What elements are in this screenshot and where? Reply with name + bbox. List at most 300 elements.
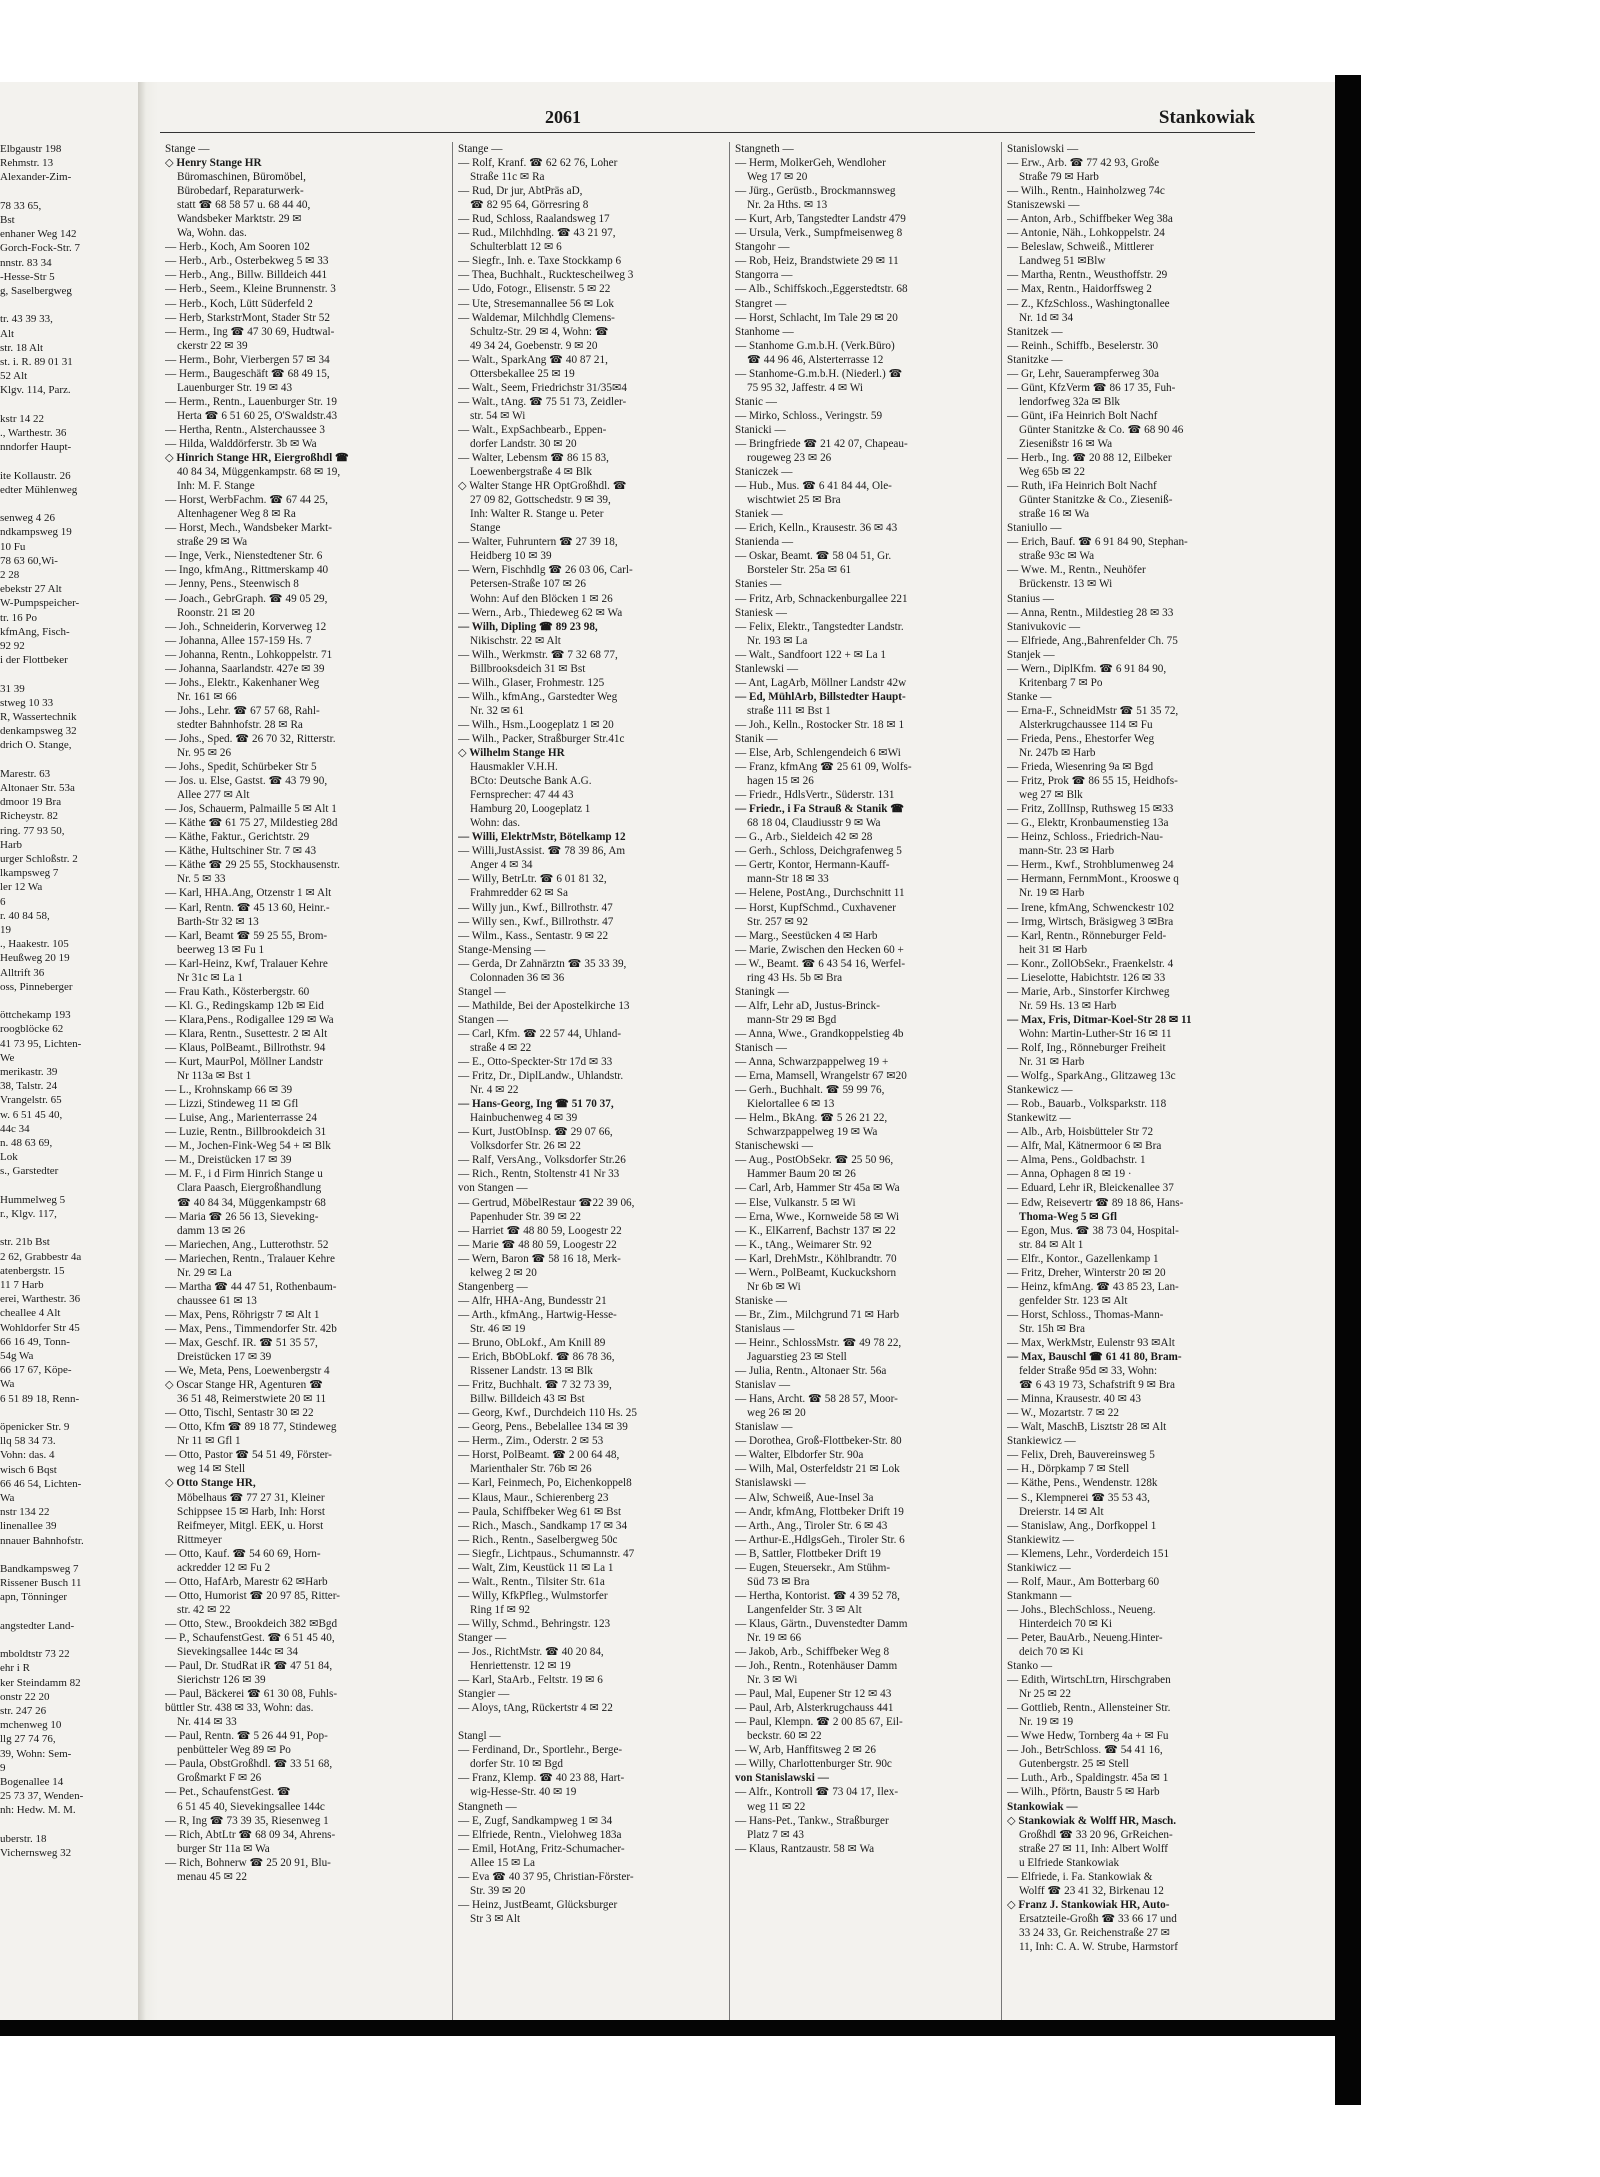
directory-entry-line: chaussee 61 ✉ 13 — [177, 1294, 257, 1307]
left-page-line: ker Steindamm 82 — [0, 1676, 81, 1689]
directory-entry-line: — Walt., Rentn., Tilsiter Str. 61a — [458, 1575, 605, 1588]
directory-entry-line — [458, 1715, 716, 1729]
directory-entry-line: Weg 17 ✉ 20 — [747, 171, 808, 184]
directory-entry-line: — Hub., Mus. ☎ 6 41 84 44, Ole- — [735, 480, 892, 493]
directory-entry-line: — Gertrud, MöbelRestaur ☎22 39 06, — [458, 1196, 635, 1209]
column-rule — [1001, 142, 1002, 2020]
left-page-line: uberstr. 18 — [0, 1832, 47, 1845]
directory-entry-line: Ottersbekallee 25 ✉ 19 — [470, 367, 575, 380]
directory-entry-line: Rissener Landstr. 13 ✉ Blk — [470, 1365, 593, 1378]
directory-entry-line: — Walt., Seem, Friedrichstr 31/35✉4 — [458, 381, 627, 394]
left-page-line: Bogenallee 14 — [0, 1776, 64, 1788]
directory-entry-line: Langenfelder Str. 3 ✉ Alt — [747, 1603, 862, 1616]
directory-entry-line: weg 14 ✉ Stell — [177, 1463, 246, 1476]
left-page-line: 9 — [0, 1761, 6, 1774]
directory-entry-line: Stanitzke — — [1007, 353, 1063, 366]
directory-entry-line: — P., SchaufenstGest. ☎ 6 51 45 40, — [165, 1631, 335, 1644]
left-page-line: 92 92 — [0, 640, 25, 652]
directory-entry-line: — Heinz, kfmAng. ☎ 43 85 23, Lan- — [1007, 1280, 1179, 1293]
left-page-line: Bandkampsweg 7 — [0, 1563, 79, 1575]
directory-entry-line: — Rob, Heiz, Brandstwiete 29 ✉ 11 — [735, 255, 899, 268]
directory-entry-line: von Stanislawski — — [735, 1772, 829, 1785]
directory-entry-line: — Luzie, Rentn., Billbrookdeich 31 — [165, 1126, 327, 1139]
directory-entry-line: — Max, WerkMstr, Eulenstr 93 ✉Alt — [1007, 1336, 1175, 1349]
directory-entry-line: ◇ Walter Stange HR OptGroßhdl. ☎ — [458, 480, 627, 493]
directory-entry-line: — Walt, MaschB, Lisztstr 28 ✉ Alt — [1007, 1421, 1167, 1434]
directory-entry-line: — Johs., Spedit, Schürbeker Str 5 — [165, 761, 317, 774]
directory-entry-line: — Otto, Stew., Brookdeich 382 ✉Bgd — [165, 1617, 338, 1630]
directory-entry-line: menau 45 ✉ 22 — [177, 1870, 247, 1883]
column-rule — [452, 142, 453, 2020]
directory-entry-line: mann-Str. 23 ✉ Harb — [1019, 845, 1115, 858]
directory-entry-line: straße 111 ✉ Bst 1 — [747, 704, 831, 717]
directory-entry-line: Platz 7 ✉ 43 — [747, 1828, 804, 1841]
directory-entry-line: — Stanhome-G.m.b.H. (Niederl.) ☎ — [735, 367, 903, 380]
directory-entry-line: Jaguarstieg 23 ✉ Stell — [747, 1351, 847, 1364]
left-page-line: Vrangelstr. 65 — [0, 1094, 62, 1107]
left-page-line: str. 21b Bst — [0, 1236, 50, 1249]
directory-entry-line: — H., Dörpkamp 7 ✉ Stell — [1007, 1463, 1130, 1476]
directory-entry-line: — Mariechen, Ang., Lutterothstr. 52 — [165, 1238, 329, 1251]
directory-entry-line: — Klara,Pens., Rodigallee 129 ✉ Wa — [165, 1013, 334, 1026]
directory-entry-line: — Eduard, Lehr iR, Bleickenallee 37 — [1007, 1182, 1174, 1195]
directory-entry-line: straße 93c ✉ Wa — [1019, 550, 1095, 563]
left-page-line: Harb — [0, 838, 22, 851]
directory-entry-line: — Gerh., Schloss, Deichgrafenweg 5 — [735, 845, 902, 858]
directory-entry-line: 75 95 32, Jaffestr. 4 ✉ Wi — [747, 381, 864, 394]
directory-entry-line: ☎ 40 84 34, Müggenkampstr 68 — [177, 1196, 326, 1209]
directory-entry-line: Dreierstr. 14 ✉ Alt — [1019, 1505, 1104, 1518]
directory-entry-line: Stankewitz — — [1007, 1112, 1071, 1125]
directory-entry-line: — Johanna, Rentn., Lohkoppelstr. 71 — [165, 648, 333, 661]
directory-page — [0, 82, 1335, 2020]
left-page-line: ler 12 Wa — [0, 881, 43, 894]
directory-entry-line: Stanivukovic — — [1007, 620, 1081, 633]
directory-entry-line: Stangorra — — [735, 269, 793, 282]
directory-entry-line: Wohn: das. — [470, 817, 521, 830]
directory-entry-line: — Käthe, Faktur., Gerichtstr. 29 — [165, 831, 310, 844]
directory-entry-line: — Herb, StarkstrMont, Stader Str 52 — [165, 311, 330, 324]
scan-border-right — [1335, 75, 1361, 2105]
directory-entry-line: mann-Str 29 ✉ Bgd — [747, 1013, 837, 1026]
directory-entry-line: — Rud., Milchhdlng. ☎ 43 21 97, — [458, 227, 616, 240]
directory-entry-line: — Franz, kfmAng ☎ 25 61 09, Wolfs- — [735, 761, 912, 774]
directory-entry-line: — Kurt, Arb, Tangstedter Landstr 479 — [735, 213, 906, 226]
directory-entry-line: — Alma, Pens., Goldbachstr. 1 — [1007, 1154, 1146, 1167]
directory-entry-line: Dreistücken 17 ✉ 39 — [177, 1351, 272, 1364]
directory-entry-line: — W., Mozartstr. 7 ✉ 22 — [1007, 1407, 1119, 1420]
left-page-line: i der Flottbeker — [0, 654, 68, 667]
directory-entry-line: Nr. 3 ✉ Wi — [747, 1674, 798, 1687]
directory-entry-line: — Felix, Dreh, Bauvereinsweg 5 — [1007, 1449, 1155, 1462]
directory-entry-line: Thoma-Weg 5 ✉ Gfl — [1019, 1210, 1117, 1223]
directory-entry-line: — Walt., ExpSachbearb., Eppen- — [458, 423, 607, 436]
directory-entry-line: — Wilh., Packer, Straßburger Str.41c — [458, 732, 625, 745]
directory-entry-line: — Rolf, Ing., Rönneburger Freiheit — [1007, 1042, 1166, 1054]
directory-entry-line: Stanienda — — [735, 536, 794, 549]
directory-entry-line: — Karl-Heinz, Kwf, Tralauer Kehre — [165, 957, 328, 970]
directory-entry-line: 68 18 04, Claudiusstr 9 ✉ Wa — [747, 817, 881, 830]
directory-entry-line: beckstr. 60 ✉ 22 — [747, 1730, 822, 1743]
directory-entry-line: — Rud, Schloss, Raalandsweg 17 — [458, 213, 610, 226]
directory-entry-line: Nr. 59 Hs. 13 ✉ Harb — [1019, 999, 1117, 1012]
directory-entry-line: Henriettenstr. 12 ✉ 19 — [470, 1660, 571, 1673]
directory-entry-line: 36 51 48, Reimerstwiete 20 ✉ 11 — [177, 1393, 327, 1406]
directory-entry-line: — Willy, Charlottenburger Str. 90c — [735, 1758, 892, 1771]
left-page-line: ebekstr 27 Alt — [0, 583, 62, 596]
left-page-line: cheallee 4 Alt — [0, 1307, 61, 1320]
directory-entry-line: — Herm., Kwf., Strohblumenweg 24 — [1007, 859, 1174, 872]
directory-entry-line: Stanitzek — — [1007, 325, 1063, 338]
directory-entry-line: 11, Inh: C. A. W. Strube, Harmstorf — [1019, 1941, 1178, 1953]
directory-entry-line: Nr 25 ✉ 22 — [1019, 1688, 1071, 1701]
left-page-line: kfmAng, Fisch- — [0, 625, 70, 638]
directory-entry-line: ckerstr 22 ✉ 39 — [177, 339, 248, 352]
left-page-line: Wohldorfer Str 45 — [0, 1321, 80, 1334]
directory-entry-line: — Heinz, Schloss., Friedrich-Nau- — [1007, 831, 1163, 844]
directory-entry-line: ☎ 82 95 64, Görresring 8 — [470, 199, 589, 212]
left-page-line: 31 39 — [0, 682, 25, 695]
directory-entry-line: Stangret — — [735, 297, 787, 310]
directory-entry-line: Altenhagener Weg 8 ✉ Ra — [177, 508, 296, 521]
directory-entry-line: — Friedr., i Fa Strauß & Stanik ☎ — [735, 803, 905, 816]
directory-entry-line: — M., Jochen-Fink-Weg 54 + ✉ Blk — [165, 1140, 331, 1153]
directory-entry-line: — Eugen, Steuersekr., Am Stühm- — [735, 1561, 891, 1574]
directory-entry-line: Colonnaden 36 ✉ 36 — [470, 971, 565, 984]
directory-entry-line: — Herb., Ing. ☎ 20 88 12, Eilbeker — [1007, 452, 1172, 465]
left-page-line: r. 40 84 58, — [0, 909, 50, 922]
directory-entry-line: Sierichstr 126 ✉ 39 — [177, 1674, 266, 1687]
directory-entry-line: — Horst, Schloss., Thomas-Mann- — [1007, 1308, 1164, 1321]
directory-entry-line: — Alb., Arb, Hoisbütteler Str 72 — [1007, 1126, 1154, 1139]
directory-entry-line: — Herm., Rentn., Lauenburger Str. 19 — [165, 395, 337, 408]
directory-entry-line: — Wilh., Hsm.,Loogeplatz 1 ✉ 20 — [458, 718, 614, 731]
directory-entry-line: 33 24 33, Gr. Reichenstraße 27 ✉ — [1019, 1926, 1171, 1939]
directory-entry-line: — Günt, iFa Heinrich Bolt Nachf — [1007, 409, 1158, 422]
directory-entry-line: — Hertha, Rentn., Alsterchaussee 3 — [165, 423, 326, 436]
directory-entry-line: Stange — — [165, 143, 210, 155]
directory-entry-line: — Johs., Lehr. ☎ 67 57 68, Rahl- — [165, 704, 320, 717]
directory-entry-line: Landweg 51 ✉Blw — [1019, 255, 1106, 268]
directory-entry-line: Großhdl ☎ 33 20 96, GrReichen- — [1019, 1828, 1173, 1841]
left-page-line: Lok — [0, 1151, 18, 1164]
directory-entry-line: — Rich., Rentn., Saselbergweg 50c — [458, 1533, 618, 1546]
directory-entry-line: Nr. 32 ✉ 61 — [470, 704, 525, 717]
directory-entry-line: weg 11 ✉ 22 — [747, 1800, 806, 1813]
left-page-line: erei, Warthestr. 36 — [0, 1293, 81, 1306]
directory-entry-line: — Otto, Humorist ☎ 20 97 85, Ritter- — [165, 1589, 340, 1602]
directory-entry-line: — Emil, HotAng, Fritz-Schumacher- — [458, 1842, 625, 1855]
directory-entry-line: — Jos. u. Else, Gastst. ☎ 43 79 90, — [165, 775, 328, 788]
directory-entry-line: — Günt, KfzVerm ☎ 86 17 35, Fuh- — [1007, 381, 1176, 394]
directory-entry-line: — Stanislaw, Ang., Dorfkoppel 1 — [1007, 1519, 1157, 1532]
directory-entry-line: — Johanna, Saarlandstr. 427e ✉ 39 — [165, 662, 325, 675]
directory-entry-line: Billw. Billdeich 43 ✉ Bst — [470, 1393, 585, 1406]
directory-entry-line: — Fritz, Dr., DiplLandw., Uhlandstr. — [458, 1070, 624, 1083]
directory-entry-line: stedter Bahnhofstr. 28 ✉ Ra — [177, 718, 303, 731]
directory-entry-line: — Eva ☎ 40 37 95, Christian-Förster- — [458, 1870, 634, 1883]
directory-column-1 — [165, 142, 423, 1884]
directory-entry-line: — Fritz, Buchhalt. ☎ 7 32 73 39, — [458, 1379, 612, 1392]
directory-entry-line: — Fritz, ZollInsp, Ruthsweg 15 ✉33 — [1007, 803, 1174, 816]
directory-entry-line: Hamburg 20, Loogeplatz 1 — [470, 803, 591, 816]
left-page-line: Wa — [0, 1492, 15, 1504]
directory-entry-line: — Karl, Feinmech, Po, Eichenkoppel8 — [458, 1477, 632, 1490]
directory-entry-line: — Wilh., Werkmstr. ☎ 7 32 68 77, — [458, 648, 618, 661]
directory-entry-line: — Aug., PostObSekr. ☎ 25 50 96, — [735, 1154, 894, 1167]
directory-entry-line: Roonstr. 21 ✉ 20 — [177, 606, 255, 619]
directory-entry-line: — E., Otto-Speckter-Str 17d ✉ 33 — [458, 1056, 613, 1069]
scan-margin — [0, 0, 1600, 82]
directory-column-4 — [1007, 142, 1265, 1954]
left-page-line: mchenweg 10 — [0, 1719, 62, 1732]
directory-entry-line: Stanislawski — — [735, 1477, 806, 1490]
directory-entry-line: — Gerh., Buchhalt. ☎ 59 99 76, — [735, 1084, 885, 1097]
directory-entry-line: Straße 11c ✉ Ra — [470, 171, 545, 184]
directory-entry-line: — L., Krohnskamp 66 ✉ 39 — [165, 1084, 293, 1097]
directory-entry-line: Stange — [470, 522, 501, 535]
directory-entry-line: Stangel — — [458, 985, 506, 998]
directory-entry-line: — Kurt, MaurPol, Möllner Landstr — [165, 1056, 323, 1069]
directory-entry-line: Stankewicz — — [1007, 1084, 1073, 1097]
directory-entry-line: Allee 15 ✉ La — [470, 1856, 535, 1869]
directory-entry-line: — Siegfr., Lichtpaus., Schumannstr. 47 — [458, 1547, 635, 1560]
directory-entry-line: Loewenbergstraße 4 ✉ Blk — [470, 466, 592, 479]
left-page-line: W-Pumpspeicher- — [0, 597, 80, 610]
directory-entry-line: ☎ 6 43 19 73, Schafstrift 9 ✉ Bra — [1019, 1379, 1175, 1392]
directory-entry-line: — Elfriede, Ang.,Bahrenfelder Ch. 75 — [1007, 634, 1178, 647]
directory-entry-line: — Hertha, Kontorist. ☎ 4 39 52 78, — [735, 1589, 900, 1602]
directory-entry-line: Stanicki — — [735, 423, 786, 436]
left-page-line: atenbergstr. 15 — [0, 1264, 65, 1277]
directory-entry-line: Stanko — — [1007, 1660, 1053, 1673]
directory-entry-line: — Thea, Buchhalt., Rucktescheilweg 3 — [458, 269, 634, 282]
left-page-line: Wa — [0, 1378, 15, 1391]
directory-entry-line: Nr. 5 ✉ 33 — [177, 873, 226, 886]
directory-entry-line: — Paul, Arb, Alsterkrugchauss 441 — [735, 1702, 894, 1715]
directory-entry-line: — Erw., Arb. ☎ 77 42 93, Große — [1007, 157, 1160, 170]
directory-entry-line: — Wolfg., SparkAng., Glitzaweg 13c — [1007, 1070, 1176, 1083]
directory-entry-line: 40 84 34, Müggenkampstr. 68 ✉ 19, — [177, 466, 341, 479]
directory-entry-line: kelweg 2 ✉ 20 — [470, 1266, 537, 1279]
directory-entry-line: penbütteler Weg 89 ✉ Po — [177, 1744, 291, 1757]
left-page-line: str. 18 Alt — [0, 341, 44, 354]
directory-entry-line: — Alw, Schweiß, Aue-Insel 3a — [735, 1491, 874, 1504]
directory-entry-line: burger Str 11a ✉ Wa — [177, 1842, 270, 1855]
directory-entry-line: ◇ Hinrich Stange HR, Eiergroßhdl ☎ — [165, 452, 349, 465]
directory-entry-line: Petersen-Straße 107 ✉ 26 — [470, 578, 586, 591]
directory-entry-line: Staniek — — [735, 508, 783, 521]
left-page-line: Rissener Busch 11 — [0, 1577, 82, 1590]
directory-entry-line: — Rud, Dr jur, AbtPräs aD, — [458, 185, 583, 198]
directory-entry-line: — Hans-Pet., Tankw., Straßburger — [735, 1814, 889, 1827]
directory-entry-line: — Herm., Baugeschäft ☎ 68 49 15, — [165, 367, 330, 380]
left-page-line: 44c 34 — [0, 1122, 30, 1135]
directory-entry-line: — Johs., Elektr., Kakenhaner Weg — [165, 676, 320, 689]
directory-entry-line: Stange-Mensing — — [458, 943, 546, 956]
directory-entry-line: — Max, Geschf. IR. ☎ 51 35 57, — [165, 1336, 318, 1349]
directory-entry-line: — Jos, Schauerm, Palmaille 5 ✉ Alt 1 — [165, 803, 337, 816]
column-rule — [729, 142, 730, 2020]
directory-entry-line: — Wern, Baron ☎ 58 16 18, Merk- — [458, 1252, 621, 1265]
book-gutter — [138, 82, 158, 2020]
left-page-line: R, Wassertechnik — [0, 711, 77, 723]
directory-entry-line: Staniullo — — [1007, 522, 1062, 535]
directory-entry-line: — Jürg., Gerüstb., Brockmannsweg — [735, 185, 896, 198]
directory-entry-line: weg 27 ✉ Blk — [1019, 789, 1083, 802]
directory-entry-line: wig-Hesse-Str. 40 ✉ 19 — [470, 1786, 577, 1799]
left-page-line: Alt — [0, 327, 15, 340]
directory-entry-line: Brückenstr. 13 ✉ Wi — [1019, 578, 1113, 591]
directory-entry-line: — Wilh., Glaser, Frohmestr. 125 — [458, 676, 605, 689]
directory-entry-line: Wohn: Martin-Luther-Str 16 ✉ 11 — [1019, 1027, 1172, 1040]
scan-border-bottom — [0, 2020, 1361, 2036]
directory-entry-line: Nr 11 ✉ Gfl 1 — [177, 1435, 241, 1448]
directory-entry-line: — Peter, BauArb., Neueng.Hinter- — [1007, 1631, 1163, 1644]
directory-entry-line: — Klemens, Lehr., Vorderdeich 151 — [1007, 1547, 1170, 1560]
directory-entry-line: — K., tAng., Weimarer Str. 92 — [735, 1238, 872, 1251]
directory-entry-line: — Paul, Klempn. ☎ 2 00 85 67, Eil- — [735, 1716, 903, 1729]
directory-entry-line: Str. 39 ✉ 20 — [470, 1884, 526, 1897]
directory-entry-line: — Heinr., SchlossMstr. ☎ 49 78 22, — [735, 1336, 902, 1349]
directory-entry-line: Str. 257 ✉ 92 — [747, 915, 808, 928]
directory-entry-line: — Käthe ☎ 29 25 55, Stockhausenstr. — [165, 859, 340, 872]
directory-entry-line: ◇ Oscar Stange HR, Agenturen ☎ — [165, 1379, 324, 1392]
left-page-line: stweg 10 33 — [0, 696, 54, 709]
directory-entry-line: — Erna, Wwe., Kornweide 58 ✉ Wi — [735, 1210, 900, 1223]
directory-entry-line: — Willy sen., Kwf., Billrothstr. 47 — [458, 915, 614, 928]
directory-entry-line: — Paul, Bäckerei ☎ 61 30 08, Fuhls- — [165, 1688, 338, 1701]
directory-entry-line: — Kl. G., Redingskamp 12b ✉ Eid — [165, 999, 324, 1012]
directory-entry-line: — Karl, HHA.Ang, Otzenstr 1 ✉ Alt — [165, 887, 332, 900]
left-page-line: nnauer Bahnhofstr. — [0, 1534, 84, 1547]
directory-entry-line: dorfer Landstr. 30 ✉ 20 — [470, 437, 577, 450]
directory-entry-line: — We, Meta, Pens, Loewenbergstr 4 — [165, 1365, 330, 1378]
left-page-line: denkampsweg 32 — [0, 725, 77, 738]
directory-entry-line: — Arth., kfmAng., Hartwig-Hesse- — [458, 1308, 617, 1321]
directory-entry-line: Nr 31c ✉ La 1 — [177, 971, 243, 984]
left-page-line: ring. 77 93 50, — [0, 824, 65, 837]
directory-entry-line: büttler Str. 438 ✉ 33, Wohn: das. — [165, 1702, 314, 1715]
directory-entry-line: Anger 4 ✉ 34 — [470, 859, 533, 872]
directory-entry-line: damm 13 ✉ 26 — [177, 1224, 246, 1237]
directory-entry-line: — Ed, MühlArb, Billstedter Haupt- — [735, 690, 906, 703]
directory-entry-line: — E, Zugf, Sandkampweg 1 ✉ 34 — [458, 1814, 613, 1827]
directory-entry-line: — Willy, Schmd., Behringstr. 123 — [458, 1617, 611, 1630]
left-page-line: enhaner Weg 142 — [0, 228, 77, 241]
left-page-line: Heußweg 20 19 — [0, 952, 70, 965]
directory-entry-line: Büromaschinen, Büromöbel, — [177, 171, 306, 184]
left-page-line: llq 58 34 73. — [0, 1435, 56, 1448]
directory-entry-line: Stanislowski — — [1007, 143, 1079, 155]
directory-entry-line: — Joach., GebrGraph. ☎ 49 05 29, — [165, 592, 328, 605]
directory-entry-line: — Walt., Sandfoort 122 + ✉ La 1 — [735, 648, 886, 661]
directory-entry-line: Rittmeyer — [177, 1533, 222, 1546]
directory-entry-line: — Ralf, VersAng., Volksdorfer Str.26 — [458, 1154, 626, 1167]
directory-entry-line: — Wilh, Mal, Osterfeldstr 21 ✉ Lok — [735, 1463, 900, 1476]
directory-entry-line: Stanke — — [1007, 690, 1052, 703]
directory-entry-line: Schwarzpappelweg 19 ✉ Wa — [747, 1126, 878, 1139]
directory-entry-line: — Else, Vulkanstr. 5 ✉ Wi — [735, 1196, 856, 1209]
directory-entry-line: — Egon, Mus. ☎ 38 73 04, Hospital- — [1007, 1224, 1179, 1237]
directory-entry-line: — Wilh., Rentn., Hainholzweg 74c — [1007, 185, 1165, 198]
directory-entry-line: Stanislaus — — [735, 1322, 795, 1335]
directory-entry-line: — Dorothea, Groß-Flottbeker-Str. 80 — [735, 1435, 902, 1448]
directory-entry-line: — Erna, Mamsell, Wrangelstr 67 ✉20 — [735, 1070, 907, 1083]
left-page-line: mboldtstr 73 22 — [0, 1648, 70, 1661]
directory-entry-line: Stanjek — — [1007, 648, 1055, 661]
directory-entry-line: Nr. 4 ✉ 22 — [470, 1084, 519, 1097]
directory-entry-line: Stanhome — — [735, 325, 794, 338]
directory-entry-line: — Paula, Schiffbeker Weg 61 ✉ Bst — [458, 1505, 622, 1518]
directory-entry-line: — Wilh., kfmAng., Garstedter Weg — [458, 690, 618, 703]
directory-entry-line: felder Straße 95d ✉ 33, Wohn: — [1019, 1365, 1158, 1378]
directory-entry-line: — Gr, Lehr, Sauerampferweg 30a — [1007, 367, 1159, 380]
directory-entry-line: — Hermann, FernmMont., Krooswe q — [1007, 873, 1179, 886]
directory-entry-line: — Walt., SparkAng ☎ 40 87 21, — [458, 353, 608, 366]
directory-entry-line: — Wwe. M., Rentn., Neuhöfer — [1007, 564, 1146, 577]
directory-entry-line: Schulterblatt 12 ✉ 6 — [470, 241, 562, 254]
left-page-line: Gorch-Fock-Str. 7 — [0, 242, 81, 255]
left-page-line: linenallee 39 — [0, 1520, 57, 1533]
directory-entry-line: Nr. 19 ✉ 19 — [1019, 1716, 1074, 1729]
directory-entry-line: — Jakob, Arb., Schiffbeker Weg 8 — [735, 1646, 890, 1659]
left-page-line: urger Schloßstr. 2 — [0, 853, 78, 865]
left-page-line: nnstr. 83 34 — [0, 256, 52, 269]
directory-entry-line: Stankiwicz — — [1007, 1561, 1071, 1574]
directory-entry-line: Volksdorfer Str. 26 ✉ 22 — [470, 1140, 581, 1153]
left-page-line: kstr 14 22 — [0, 412, 44, 425]
directory-entry-line: ◇ Franz J. Stankowiak HR, Auto- — [1007, 1898, 1170, 1911]
directory-entry-line: — Karl, StaArb., Feltstr. 19 ✉ 6 — [458, 1674, 603, 1687]
directory-entry-line: Stankiewicz — — [1007, 1435, 1076, 1448]
directory-entry-line: — Alfr, HHA-Ang, Bundesstr 21 — [458, 1294, 607, 1307]
directory-entry-line: — Friedr., HdlsVertr., Süderstr. 131 — [735, 789, 895, 802]
directory-entry-line: Wandsbeker Marktstr. 29 ✉ — [177, 213, 302, 226]
directory-entry-line: — Ingo, kfmAng., Rittmerskamp 40 — [165, 564, 329, 577]
directory-entry-line: — Klaus, PolBeamt., Billrothstr. 94 — [165, 1042, 326, 1054]
directory-entry-line: — Carl, Arb, Hammer Str 45a ✉ Wa — [735, 1182, 900, 1195]
left-page-line: drich O. Stange, — [0, 739, 72, 752]
directory-entry-line: Lauenburger Str. 19 ✉ 43 — [177, 381, 293, 394]
directory-entry-line: — Elfriede, i. Fa. Stankowiak & — [1007, 1870, 1153, 1883]
directory-entry-line: Nr. 193 ✉ La — [747, 634, 808, 647]
directory-entry-line: Stanislav — — [735, 1379, 791, 1392]
directory-entry-line: — Mathilde, Bei der Apostelkirche 13 — [458, 999, 630, 1012]
left-page-line: Richeystr. 82 — [0, 810, 59, 823]
running-head: Stankowiak — [1158, 107, 1255, 128]
directory-entry-line: Alsterkrugchaussee 114 ✉ Fu — [1019, 718, 1153, 731]
directory-entry-line: Heidberg 10 ✉ 39 — [470, 550, 552, 563]
directory-entry-line: — Hans, Archt. ☎ 58 28 57, Moor- — [735, 1393, 898, 1406]
directory-entry-line: — Max, Fris, Ditmar-Koel-Str 28 ✉ 11 — [1007, 1013, 1192, 1026]
left-page-line: Rehmstr. 13 — [0, 157, 54, 170]
directory-entry-line: Inh: Walter R. Stange u. Peter — [470, 508, 604, 521]
left-page-line: 66 16 49, Tonn- — [0, 1335, 70, 1348]
directory-entry-line: — Mariechen, Rentn., Tralauer Kehre — [165, 1252, 335, 1265]
directory-entry-line: Schultz-Str. 29 ✉ 4, Wohn: ☎ — [470, 325, 609, 338]
directory-entry-line: Günter Stanitzke & Co. ☎ 68 90 46 — [1019, 423, 1184, 436]
left-page-line: ., Haakestr. 105 — [0, 938, 69, 951]
directory-entry-line: — Harriet ☎ 48 80 59, Loogestr 22 — [458, 1224, 622, 1237]
directory-entry-line: — Horst, PolBeamt. ☎ 2 00 64 48, — [458, 1449, 620, 1462]
directory-entry-line: — Kurt, JustObInsp. ☎ 29 07 66, — [458, 1126, 613, 1139]
directory-entry-line: Stanies — — [735, 578, 782, 591]
directory-entry-line: Stankowiak — — [1007, 1800, 1078, 1813]
directory-entry-line: Süd 73 ✉ Bra — [747, 1575, 810, 1588]
directory-entry-line: — Herb., Koch, Lütt Süderfeld 2 — [165, 297, 313, 310]
directory-entry-line: Inh: M. F. Stange — [177, 480, 255, 493]
